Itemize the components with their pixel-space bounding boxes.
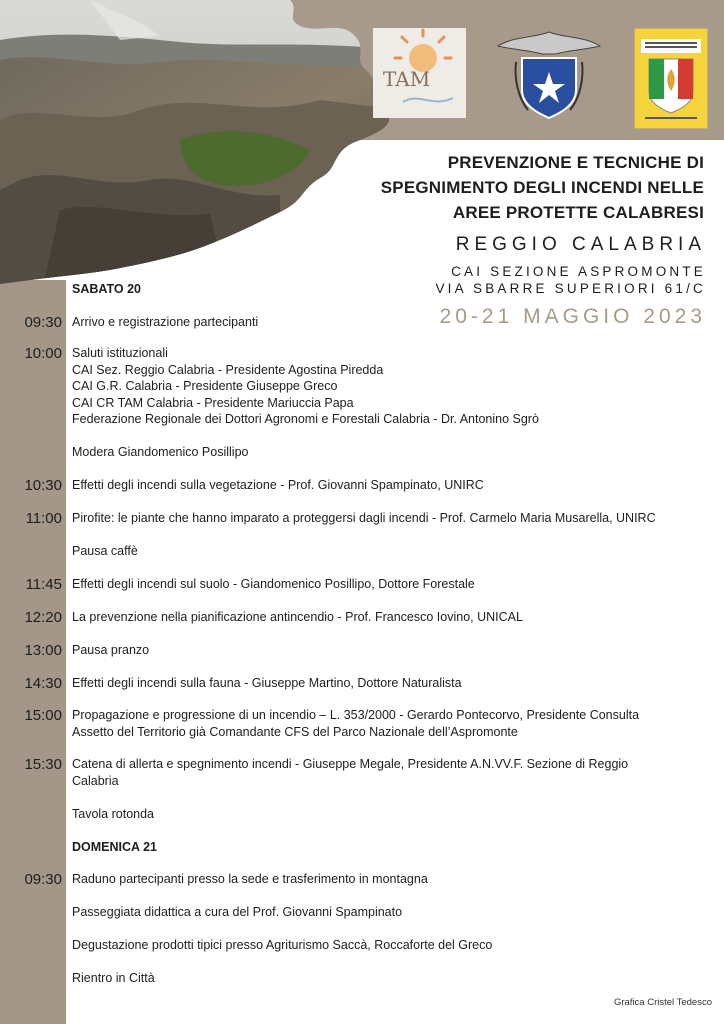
row-time: 12:20 — [24, 609, 62, 626]
row-description: Propagazione e progressione di un incendio – L. 353/2000 - Gerardo Pontecorvo, Presidente Consulta Assetto del Territorio già Comandante CFS del Parco Nazionale dell’Aspromonte — [72, 708, 640, 739]
row-description: Tavola rotonda — [72, 807, 155, 821]
row-time: 15:30 — [24, 756, 62, 773]
row-description: Rientro in Città — [72, 971, 155, 985]
event-title — [284, 150, 704, 225]
event-venue — [435, 263, 706, 297]
day-label-sunday: DOMENICA 21 — [72, 840, 157, 854]
row-time: 11:45 — [25, 576, 62, 593]
row-time: 15:00 — [24, 707, 62, 724]
row-time: 14:30 — [24, 675, 62, 692]
row-description: Effetti degli incendi sul suolo - Giandomenico Posillipo, Dottore Forestale — [72, 577, 475, 591]
anvvf-logo — [634, 28, 708, 129]
cai-eagle-icon — [494, 28, 604, 120]
tam-logo — [373, 28, 466, 118]
event-dates: 20-21 MAGGIO 2023 — [439, 305, 706, 328]
row-time: 11:00 — [25, 510, 62, 527]
row-description: Degustazione prodotti tipici presso Agriturismo Saccà, Roccaforte del Greco — [72, 938, 493, 952]
row-description: Pirofite: le piante che hanno imparato a proteggersi dagli incendi - Prof. Carmelo Maria Musarella, UNIRC — [72, 511, 656, 525]
tam-sun-icon — [373, 28, 466, 118]
cai-logo — [494, 28, 604, 120]
row-description: Catena di allerta e spegnimento incendi - Giuseppe Megale, Presidente A.N.VV.F. Sezione di Reggio Calabria — [72, 757, 629, 788]
title-line-3: AREE PROTETTE CALABRESI — [452, 203, 704, 222]
event-city: REGGIO CALABRIA — [455, 234, 706, 255]
tam-logo-text: TAM — [383, 67, 431, 91]
row-time: 13:00 — [24, 642, 62, 659]
row-description: Passeggiata didattica a cura del Prof. Giovanni Spampinato — [72, 905, 403, 919]
day-label-saturday: SABATO 20 — [72, 282, 142, 296]
row-description: Pausa pranzo — [72, 643, 150, 657]
row-description: Pausa caffè — [72, 544, 138, 558]
row-description: Modera Giandomenico Posillipo — [72, 445, 249, 459]
row-time: 09:30 — [24, 314, 62, 331]
title-line-1: PREVENZIONE E TECNICHE DI — [447, 153, 704, 172]
venue-line-1: CAI SEZIONE ASPROMONTE — [451, 264, 706, 279]
design-credit: Grafica Cristel Tedesco — [613, 997, 712, 1008]
row-description: Raduno partecipanti presso la sede e trasferimento in montagna — [72, 872, 428, 886]
venue-line-2: VIA SBARRE SUPERIORI 61/C — [435, 281, 706, 296]
row-time: 10:30 — [24, 477, 62, 494]
row-description: Effetti degli incendi sulla fauna - Giuseppe Martino, Dottore Naturalista — [72, 676, 462, 690]
row-description: La prevenzione nella pianificazione antincendio - Prof. Francesco Iovino, UNICAL — [72, 610, 523, 624]
title-line-2: SPEGNIMENTO DEGLI INCENDI NELLE — [380, 178, 704, 197]
row-description: Arrivo e registrazione partecipanti — [72, 315, 259, 329]
row-time: 10:00 — [24, 345, 62, 362]
anvvf-shield-icon — [635, 29, 707, 128]
row-description: Effetti degli incendi sulla vegetazione - Prof. Giovanni Spampinato, UNIRC — [72, 478, 484, 492]
row-description: Saluti istituzionali CAI Sez. Reggio Calabria - Presidente Agostina Piredda CAI G.R. Calabria - Presidente Giuseppe Greco CAI CR TAM Calabria - Presidente Mariuccia Papa Federazione Regionale dei Dottori Agronomi e Forestali Calabria - Dr. Antonino Sgrò — [72, 346, 539, 426]
row-time: 09:30 — [24, 871, 62, 888]
